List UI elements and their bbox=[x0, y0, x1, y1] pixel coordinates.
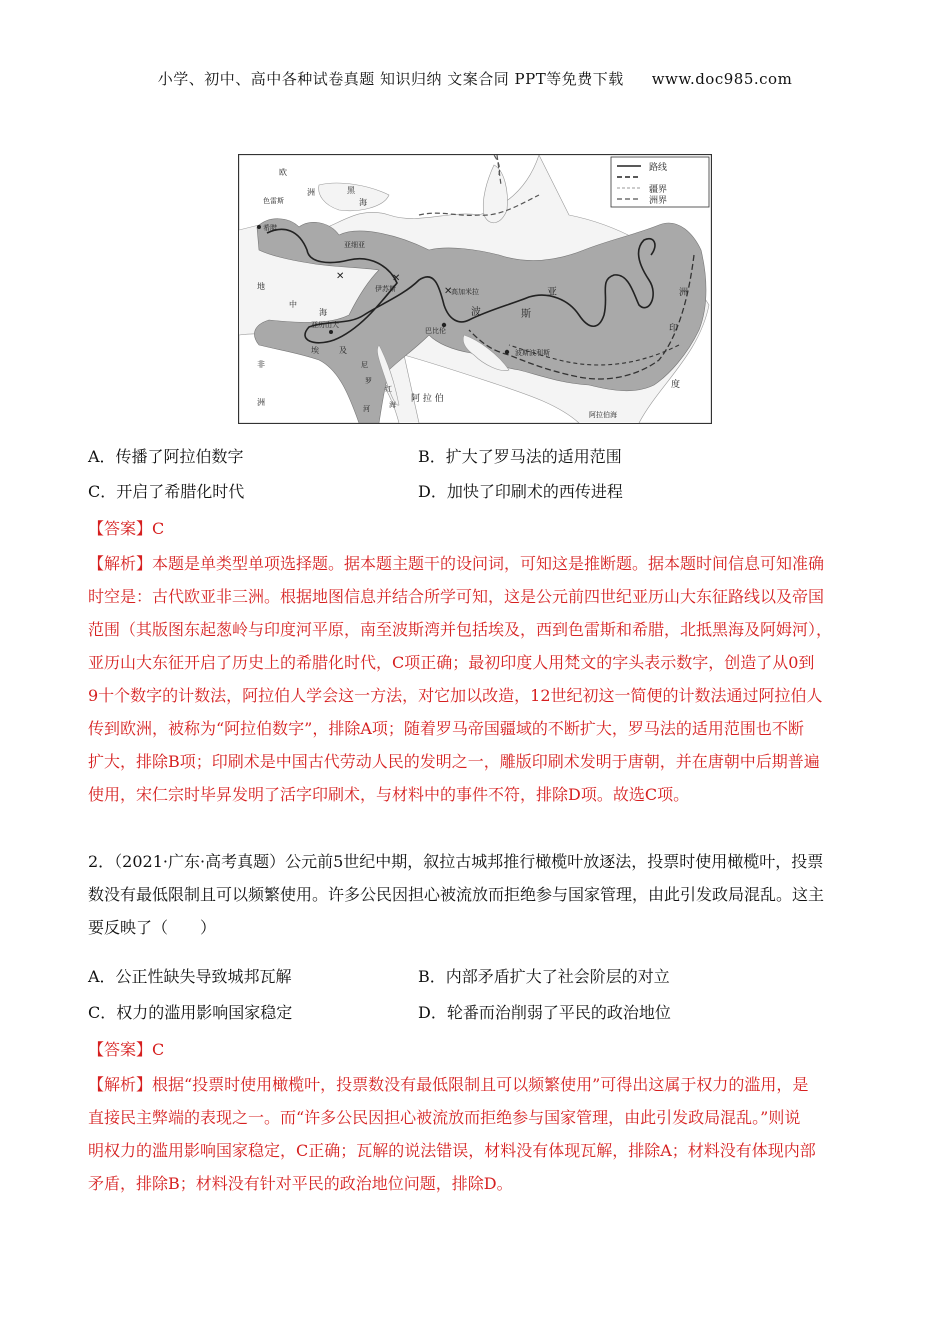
q2-analysis bbox=[88, 1068, 868, 1200]
battle-marker-icon: ✕ bbox=[392, 273, 401, 284]
label-arabsea: 阿拉伯海 bbox=[589, 411, 617, 419]
label-asiaminor: 亚细亚 bbox=[344, 241, 365, 249]
label-black2: 海 bbox=[359, 198, 367, 207]
q2-stem bbox=[88, 845, 868, 944]
city-dot-icon bbox=[257, 225, 261, 229]
q1-analysis-line: 范围（其版图东起葱岭与印度河平原，南至波斯湾并包括埃及，西到色雷斯和希腊，北抵黑海及阿姆河）， bbox=[88, 620, 833, 639]
q2-analysis-line: 矛盾，排除B；材料没有针对平民的政治地位问题，排除D。 bbox=[88, 1174, 513, 1193]
q1-option-d: D．加快了印刷术的西传进程 bbox=[418, 482, 623, 501]
q2-option-d: D．轮番而治削弱了平民的政治地位 bbox=[418, 1003, 671, 1022]
label-africa1: 非 bbox=[257, 360, 265, 369]
label-thrace: 色雷斯 bbox=[263, 197, 284, 205]
battle-marker-icon: ✕ bbox=[336, 271, 345, 282]
label-eu2: 洲 bbox=[307, 188, 315, 197]
label-nile1: 尼 bbox=[361, 361, 368, 369]
q1-analysis-line: 传到欧洲，被称为“阿拉伯数字”，排除A项；随着罗马帝国疆域的不断扩大，罗马法的适用范围也不断 bbox=[88, 719, 804, 738]
label-asia2: 洲 bbox=[679, 288, 689, 298]
q1-analysis-line: 时空是：古代欧亚非三洲。根据地图信息并结合所学可知，这是公元前四世纪亚历山大东征路线以及帝国 bbox=[88, 587, 825, 606]
city-dot-icon bbox=[505, 350, 509, 354]
label-india1: 印 bbox=[669, 324, 679, 334]
q1-answer: 【答案】C bbox=[88, 519, 165, 538]
header-text: 小学、初中、高中各种试卷真题 知识归纳 文案合同 PPT等免费下载 bbox=[157, 70, 624, 88]
q2-analysis-line: 直接民主弊端的表现之一。而“许多公民因担心被流放而拒绝参与国家管理，由此引发政局混乱。”则说 bbox=[88, 1108, 801, 1127]
q1-analysis-line: 使用，宋仁宗时毕昇发明了活字印刷术，与材料中的事件不符，排除D项。故选C项。 bbox=[88, 785, 690, 804]
label-med2: 中 bbox=[289, 300, 297, 309]
label-eu1: 欧 bbox=[279, 168, 287, 177]
page-header bbox=[0, 68, 950, 89]
label-persepolis: 波斯波利斯 bbox=[515, 349, 550, 357]
q2-analysis-line: 【解析】根据“投票时使用橄榄叶，投票数没有最低限制且可以频繁使用”可得出这属于权力的滥用，是 bbox=[88, 1075, 809, 1094]
label-alexandria: 亚历山大 bbox=[311, 321, 339, 329]
label-babylon: 巴比伦 bbox=[425, 327, 446, 335]
alexander-campaign-map bbox=[238, 154, 712, 424]
label-he: 河 bbox=[363, 405, 370, 413]
label-med1: 地 bbox=[257, 282, 265, 291]
label-greece: 希腊 bbox=[263, 224, 277, 232]
q1-analysis-line: 9十个数字的计数法，阿拉伯人学会这一方法，对它加以改造，12世纪初这一简便的计数法通过阿拉伯人 bbox=[88, 686, 823, 705]
label-persia2: 斯 bbox=[521, 309, 531, 320]
label-persia1: 波 bbox=[471, 307, 481, 318]
q2-stem-line: 数没有最低限制且可以频繁使用。许多公民因担心被流放而拒绝参与国家管理，由此引发政局混乱。这主 bbox=[88, 885, 825, 904]
q2-stem-line: 要反映了（ ） bbox=[88, 918, 217, 937]
label-egypt2: 及 bbox=[339, 346, 347, 355]
label-red2: 海 bbox=[389, 401, 396, 409]
q1-analysis bbox=[88, 547, 868, 811]
label-arabia: 阿 拉 伯 bbox=[411, 394, 444, 404]
label-med3: 海 bbox=[319, 308, 327, 317]
legend-border-label: 疆界 bbox=[649, 185, 668, 195]
legend-continent-label: 洲界 bbox=[649, 196, 668, 206]
q2-stem-line: 2．（2021·广东·高考真题）公元前5世纪中期，叙拉古城邦推行橄榄叶放逐法，投票时使用橄榄叶，投票 bbox=[88, 852, 824, 871]
q2-option-b: B．内部矛盾扩大了社会阶层的对立 bbox=[418, 967, 670, 986]
q2-option-a: A．公正性缺失导致城邦瓦解 bbox=[88, 967, 292, 986]
q1-analysis-line: 【解析】本题是单类型单项选择题。据本题主题干的设问词，可知这是推断题。据本题时间信息可知准确 bbox=[88, 554, 825, 573]
label-egypt1: 埃 bbox=[311, 346, 319, 355]
label-black1: 黑 bbox=[347, 186, 355, 195]
label-issus: 伊苏斯 bbox=[375, 285, 396, 293]
city-dot-icon bbox=[329, 330, 333, 334]
q1-analysis-line: 亚历山大东征开启了历史上的希腊化时代，C项正确；最初印度人用梵文的字头表示数字，创造了从0到 bbox=[88, 653, 815, 672]
label-nile2: 罗 bbox=[365, 377, 372, 385]
label-africa2: 洲 bbox=[257, 398, 265, 407]
label-gaugamela: 高加米拉 bbox=[451, 288, 479, 296]
q2-analysis-line: 明权力的滥用影响国家稳定，C正确；瓦解的说法错误，材料没有体现瓦解，排除A；材料没有体现内部 bbox=[88, 1141, 816, 1160]
q1-option-b: B．扩大了罗马法的适用范围 bbox=[418, 447, 622, 466]
label-india2: 度 bbox=[671, 380, 681, 390]
legend-route-label: 路线 bbox=[649, 163, 668, 173]
header-url[interactable]: www.doc985.com bbox=[651, 70, 793, 88]
q2-answer: 【答案】C bbox=[88, 1040, 165, 1059]
battle-marker-icon: ✕ bbox=[444, 286, 453, 297]
q2-option-c: C．权力的滥用影响国家稳定 bbox=[88, 1003, 293, 1022]
q1-option-c: C．开启了希腊化时代 bbox=[88, 482, 245, 501]
label-red1: 红 bbox=[385, 385, 392, 393]
q1-analysis-line: 扩大，排除B项；印刷术是中国古代劳动人民的发明之一，雕版印刷术发明于唐朝，并在唐朝中后期普遍 bbox=[88, 752, 820, 771]
label-asia1: 亚 bbox=[547, 287, 557, 298]
q1-option-a: A．传播了阿拉伯数字 bbox=[88, 447, 244, 466]
